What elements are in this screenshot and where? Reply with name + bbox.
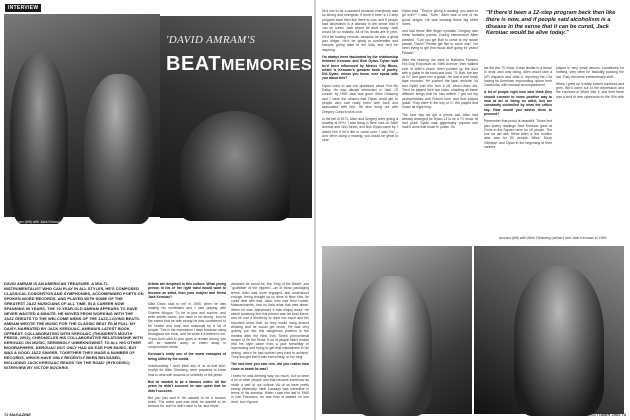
column-paragraph: But you just said it. He wanted to be a famous writer. The writer part was what he wanted to be famous for, and he didn't want to be, and never — [148, 395, 226, 409]
column-paragraph: Dylan used to ask me questions about Pull My Daisy. He was always interested in Jack. Of course, by 1959 Jack was gone. Allen Ginsberg and I were the closest that Dylan could get to people who had really been with Jack and associated with him. He also hung out with Gregory Corso's work a lot. — [322, 83, 398, 114]
right-page-column-4 — [556, 66, 624, 102]
column-paragraph: I knew he was drinking way too much, but so were a lot of other people and that became somehow as much a part of our culture. All of us were pretty strong physically. Neal Cassady was incredible in terms of his stamina. When I saw him last in 1965 in San Francisco, he was kind of wasted on one level, but I figured — [231, 373, 309, 404]
column-paragraph: Unfortunately, I don't think any of us at that time, except for Allen Ginsberg, were prepared to know how to deal with success or celebrity or the press. — [148, 364, 226, 377]
column-paragraph: A lot of people right now who think they should connect to some positive way to look at art or being an artist, but are constantly controlled by what the critics say. How would you advise them to proceed? — [484, 90, 552, 116]
folio-left: 72 MAGAZINE — [4, 412, 31, 417]
right-page-column-2 — [402, 9, 478, 133]
left-page — [0, 0, 314, 420]
column-paragraph: dreamed he would be, the "king of the Beats" and "godfather of the hippies"—all of those packaging terms. Allen was more engaged, and understood enough, being brought up so close to New York, he could deal with that. Jack, who was from Lowell, Massachusetts, had no idea what that was about. When he was interviewed it was simply awful. He would suddenly feel this person was his best friend, and he had a tendency to drink too much and the reporters knew that, so they would hang around drinking and he would get drunk. He was very quickly put into this dangerous position in the months after the New York Times' phenomenal review of On the Road. A lot of people didn't realize that his style came from a jazz sensibility of improvising and trying to get that naturalness in his writing, which he had worked very hard to achieve. They thought that it was bad writing, or too long. — [231, 282, 309, 360]
column-paragraph: In the fall of 1971, Allen and Gregory were giving a reading at NYU. I was living in New York on Sixth Avenue and 11th Street, and Bob Dylan came by. I asked him if he'd like to come over. I said 'I'm'— And we're doing a reading, you would be great to hear. — [322, 116, 398, 143]
section-tag: INTERVIEW — [5, 4, 41, 12]
title-word-beat: BEAT — [166, 53, 221, 75]
title-prefix: 'DAVID AMRAM'S — [166, 34, 256, 46]
photo-caption: Amram (left) with Jack Kerouac in 1959 — [12, 220, 75, 224]
right-page-column-1 — [322, 9, 398, 146]
column-paragraph: and had these little finger cymbals. Gregory was these fantastic poems. During intermission Allen pleaded, "Can you get Bob to come to my house please, David? Please get him to come over. I've been trying to get this music stuff going for years! Please!" — [402, 29, 478, 55]
figure-hands-horn — [180, 111, 290, 221]
title-block — [160, 16, 312, 218]
left-page-column-2 — [231, 282, 309, 407]
intro-text: DAVID AMRAM IS AN AMERICAN TREASURE. A MULTI-INSTRUMENTALIST WHO CAN PLAY IN ALL STYLES, HE'S COMPOSED CLASSICAL CONCERTOS AND SYMPHONIES, ACCOMPANIED POETS ON SPOKEN-WORD RECORDS, AND PLAYED WITH SOME OF THE GREATEST JAZZ MUSICIANS OF ALL TIME. IN A CAREER NOW SPANNING 50 YEARS, THE 70-YEAR-OLD AMRAM APPEARS TO HAVE NEVER WASTED A MINUTE. HE MOVED FROM WORKING WITH THE JAZZ GREATS TO THE WELCOME ARMS OF THE JAZZ-LOVING BEATS. AMRAM WROTE THE MUSIC FOR THE CLASSIC BEAT FILM PULL MY DAISY, NARRATED BY JACK KEROUAC. AMRAM'S LATEST BOOK OFFBEAT: COLLABORATING WITH KEROUAC (THUNDER'S MOUTH PRESS, 2002), CHRONICLES HIS COLLABORATIVE RELATIONSHIP WITH KEROUAC ON MUSIC, SEEMINGLY UNBEKNOWNST TO ALL HIS OTHER BIOGRAPHERS. KEROUAC NOT ONLY HAD AN EAR FOR MUSIC, BUT WAS A GOOD JAZZ SINGER. TOGETHER THEY MADE A NUMBER OF RECORDS, WHICH HAVE ONLY RECENTLY BEEN RELEASED, INCLUDING JACK KEROUAC READS 'ON THE ROAD' (RYKODISC). — [4, 281, 144, 366]
photo-caption-right: Amram (left) with Allen Ginsberg (center) and Jack Kerouac in 1959 — [499, 236, 607, 240]
column-paragraph: The next day we got a phone call. Allen had already arranged for Dylan 13 to be a TV show. At that point, Dylan was gigantically popular and hadn't done that much in public. So — [402, 112, 478, 130]
column-paragraph: played in very small venues, sometimes for nothing, very often for basically passing the hat. They did some extraordinary stuff. — [556, 66, 624, 79]
figure-left-silhouette — [10, 54, 68, 224]
column-paragraph: But he wanted to be a famous writer. All the years he didn't succeed he was upset that he didn't succeed. — [148, 379, 226, 393]
byline: INTERVIEW BY VICTOR BOCKRIS — [4, 365, 69, 371]
figure-bearded-man — [352, 276, 432, 416]
column-paragraph: I'm always been fascinated by the relationship between Kerouac and Bob Dylan. Dylan said he'd been influenced by Mexico City Blues, which is Kerouac's greatest book of poetry. Did Dylan, whom you knew, ever speak with you about this? — [322, 54, 398, 81]
right-page — [316, 0, 630, 420]
column-paragraph: Kerouac's really one of the worst examples of being killed by the media. — [148, 352, 226, 361]
left-page-column-1 — [148, 282, 226, 412]
figure-right-silhouette — [84, 74, 154, 224]
column-paragraph: we did this TV show. It was similar in a sense to what Jack was doing. Allen would take a UPI dispatch and read it, reporting the CIA having its American impounding opium from Cambodia, with musical accompaniment. — [484, 66, 552, 88]
column-paragraph: Dylan said, "They're giving a reading, you want to go over?" I said, "Sure." Allen was in one of his gurus stages. He was wearing these big white robes — [402, 9, 478, 26]
column-paragraph: When I grew up it really looked hopeless and grim. We'd come out of the depression and the euphoria of World War II, and then there was a kind of new oppression in the '50s with — [556, 81, 624, 99]
column-paragraph: he'd live to be a hundred because everybody was so strong and energetic. If there'd been a 12-step program back then like there is now, and if people said alcoholism is a disease in the sense that it can be cured, Jack would be alive today. Jack would be so realistic. All of his books are in print. He'd be making records, because he was a great jazz singer. He'd be going to universities and schools giving talks to the kids, and he'd be inspiring. — [322, 9, 398, 52]
column-paragraph: Artists are despised in this culture. What young person in his or her right mind would want to become an artist, then your subject and friend Jack Kerouac? — [148, 282, 226, 299]
intro-paragraph — [4, 282, 144, 371]
figure-man-profile — [514, 266, 604, 416]
right-page-column-3 — [484, 66, 552, 152]
folio-right: OCTOBER 2002 73 — [590, 412, 626, 417]
page-title — [166, 54, 312, 74]
column-paragraph: Remember that proud is beautiful. Those first jazz poetry readings Jack Kerouac gave at Circle-in-the-Square were for 40 people. The one he did with Steve Allen a few months later was for 50 people. Miles, Dizzy Gillespie, and Dylan in the beginning of their careers — [484, 119, 552, 150]
photo-amram-kerouac — [4, 14, 160, 224]
column-paragraph: After the reading, we went to Nathan's Famous Hot Dog Emporium on Sixth Avenue, then walked over to Allen's place. Allen pointed up the door with a guitar in his hand and said, "G, Bob, the key of G!" and gave him a guitar. He had a real funky tape recorder. He pushed the tape recorder on and Dylan told him 'turn it off, which Allen did. Then he played their two kicks, chanting all these different songs that he had written. I got out my pennywhistles and French horn and Bob played guitar. They were in the key of G. We played that music all night long. — [402, 57, 478, 110]
column-paragraph: Mike Davis said to me in 1959, when he was making his comeback and I was playing with Charles Mingus: 'To be in jazz and survive, and write artistic music, you have to be strong.' And to the extent that he was strong he was considered to be hostile and rude and antisocial by a lot of people. This is the expression I have because using throughout the book, and he wrote it a letters to me: 'If you don't stick to your guns or remain strong, you will be washed away or eaten away in compromised seats.' — [148, 302, 226, 350]
column-paragraph: The last time you saw him, did you realize how close to death he was? — [231, 362, 309, 371]
title-word-memories: MEMORIES — [220, 57, 313, 74]
pull-quote: "If there'd been a 12-step program back then like there is now, and if people said alcoholism is a disease in the sense that it can be cured, Jack Kerouac would be alive today." — [486, 10, 616, 37]
photo-group-left — [322, 246, 472, 414]
photo-group-right — [474, 246, 624, 414]
